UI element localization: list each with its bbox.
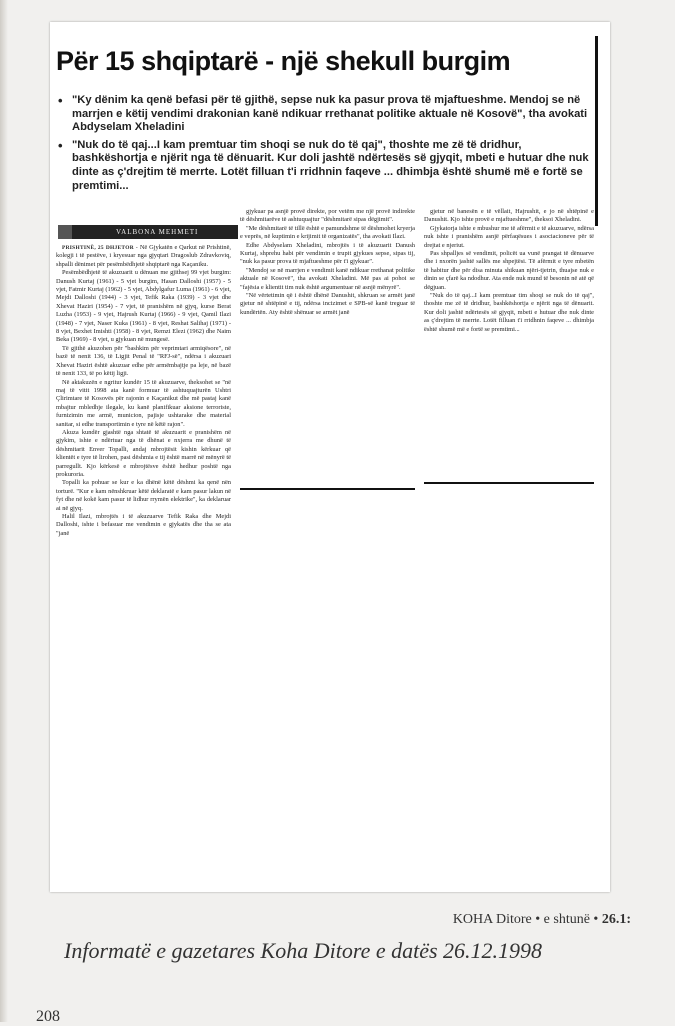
article-paragraph	[56, 345, 231, 379]
article-paragraph	[424, 225, 594, 250]
paragraph-text: gjetur në banesën e të vëllait, Hajrushit, e jo në shtëpinë e Danushit. Kjo ishte provë e mjaftueshme", theksoi Xheladini.	[424, 208, 594, 224]
masthead-day: e shtunë	[543, 912, 590, 927]
lead-bullet: • "Nuk do të qaj...I kam premtuar tim shoqi se nuk do të qaj", thoshte me zë të dridhur, bashkëshortja e njërit nga të dënuarit. Kur doli jashtë ndërtesës së gjyqit, mbeti e hutuar dhe nuk dinte as ç'drejtim të merrte. Lotët filluan t'i rridhnin faqeve ... dhimbja është shumë më e fortë se premtimi...	[58, 139, 592, 193]
masthead-date: 26.1:	[601, 912, 631, 927]
paragraph-text: Pesëmbëdhjetë të akuzuarit u dënuan me gjithsej 99 vjet burgim: Danush Kurtaj (1961) - 5 vjet burgim, Hasan Dalloshi (1957) - 5 vjet, Fatmir Kurtaj (1962) - 5 vjet, Abdylgafur Luma (1961) - 6 vjet, Mejdi Dalloshi (1944) - 3 vjet, Tefik Raka (1939) - 3 vjet dhe Xhevat Haziri (1954) - 7 vjet, të pranishëm në gjyq, kurse Berat Luzha (1953) - 9 vjet, Hajrush Kurtaj (1966) - 9 vjet, Qamil Ilazi (1948) - 7 vjet, Naser Kuka (1961) - 8 vjet, Reshat Salihaj (1971) - 8 vjet, Bexhet Imishti (1958) - 8 vjet, Remzi Elezi (1962) dhe Naim Beka (1969) - 8 vjet, u gjykuan në mungesë.	[56, 269, 231, 344]
paragraph-text: "Në vërtetimin që i është dhënë Danushit, shkruan se armët janë gjetur në shtëpinë e tij, ndërsa incizimet e SPB-së kanë treguar të kundërtën. Aty është shënuar se armët janë	[240, 292, 415, 316]
article-paragraph	[56, 513, 231, 538]
article-column-3	[424, 208, 594, 478]
paragraph-text: Të gjithë akuzohen për "bashkim për veprimtari armiqësore", në bazë të nenit 136, të Ligjit Penal të "RFJ-së", ndërsa i akuzuari Xhevat Haziri është akuzuar edhe për armëmbajtje pa leje, në bazë të nenit 133, të po këtij ligji.	[56, 344, 231, 378]
article-paragraph	[56, 269, 231, 345]
paragraph-text: "Me dëshmitarë të tillë është e pamundshme të dëshmohet kryerja e veprës, në kuptimin e krijimit të organizatës", tha avokati Ilazi.	[240, 224, 415, 241]
byline-author: VALBONA MEHMETI	[116, 228, 199, 236]
article-paragraph	[240, 267, 415, 292]
article-paragraph	[424, 292, 594, 334]
book-spine-shadow	[0, 0, 8, 1022]
paragraph-text: Pas shpalljes së vendimit, policët ua vunë prangat të dënuarve dhe i nxorën jashtë sallës me shpejtësi. Të afërmit e tyre mbetën të habitur dhe për disa minuta shikuan njëri-tjetrin, thuajse nuk e dinin se çfarë ka ndodhur. Ata ende nuk mund të besonin në atë që dëgjuan.	[424, 250, 594, 291]
byline-bar	[58, 225, 238, 239]
section-tag	[58, 225, 72, 239]
paragraph-text: Akuza kundër gjashtë nga shtatë të akuzuarit e pranishëm në gjykim, ishte e ndërtuar nga të dhënat e nxjerra me dhunë të dëshmitarit Enver Topalli, andaj mbrojtësit kishin kërkuar që klientët e tyre të lirohen, pasi dëshmia e tij është marrë në mënyrë të parregullt. Kjo kërkesë e mbrojtësve është hedhur poshtë nga prokuroria.	[56, 428, 231, 478]
page-number: 208	[36, 1008, 60, 1025]
article-column-1	[56, 244, 231, 884]
article-paragraph	[240, 242, 415, 267]
paragraph-text: Në aktakuzën e ngritur kundër 15 të akuzuarve, theksohet se "në maj të vitit 1998 ata kanë formuar të ashtuquajturën Ushtri Çlirimtare të Kosovës për rajonin e Kaçanikut dhe më pastaj kanë mbajtur mbledhje ilegale, ku kanë planifikuar aksione terroriste, furnizimin me armë, municion, pajisje ushtarake dhe material sanitar, si edhe transportimin e tyre në këtë rajon".	[56, 378, 231, 428]
paragraph-text: Në Gjykatën e Qarkut në Prishtinë, kolegji i të pestëve, i kryesuar nga gjyqtari Dragoslub Zdravkoviq, shpalli dënimet për pesëmbëdhjetë shqiptarë nga Kaçaniku.	[56, 244, 231, 268]
vertical-rule	[595, 36, 598, 226]
page-caption: Informatë e gazetares Koha Ditore e datës 26.12.1998	[64, 938, 543, 963]
article-paragraph	[56, 479, 231, 513]
column-end-rule	[424, 482, 594, 484]
dateline: PRISHTINË, 25 DHJETOR -	[62, 245, 138, 251]
paragraph-text: Halil Ilazi, mbrojtës i të akuzuarve Tefik Raka dhe Mejdi Dalloshi, ishte i befasuar me vendimin e gjykatës dhe tha se ata "janë	[56, 513, 231, 537]
article-paragraph	[240, 292, 415, 317]
newspaper-clipping	[50, 22, 610, 892]
masthead-separator: •	[593, 912, 599, 927]
lead-bullets	[58, 94, 592, 197]
article-paragraph	[56, 244, 231, 269]
paragraph-text: gjykuar pa asnjë provë direkte, por vetëm me një provë indirekte të dëshmitarëve të ashtuquajtur "dëshmitarë sipas dëgjimit".	[240, 208, 415, 224]
lead-bullet: • "Ky dënim ka qenë befasi për të gjithë, sepse nuk ka pasur prova të mjaftueshme. Mendoj se në marrjen e këtij vendimi drakonian kanë ndikuar rrethanat politike aktuale në Kosovë", tha avokati Abdyselam Xheladini	[58, 94, 592, 135]
masthead-paper: KOHA Ditore	[452, 912, 532, 927]
paragraph-text: "Nuk do të qaj...I kam premtuar tim shoqi se nuk do të qaj", thoshte me zë të dridhur, bashkëshortja e njërit nga të dënuarit. Kur doli jashtë ndërtesës së gjyqit, mbeti e hutuar dhe nuk dinte as ç'drejtim të merrte. Lotët filluan t'i rridhnin faqeve ... dhimbja është shumë më e fortë se premtimi...	[424, 292, 594, 333]
article-paragraph	[56, 379, 231, 429]
article-paragraph	[424, 250, 594, 292]
paragraph-text: "Mendoj se në marrjen e vendimit kanë ndikuar rrethanat politike aktuale në Kosovë", tha avokati Xheladini. Më pas ai pohoi se "fajësia e klientit tim nuk është argumentuar në asnjë mënyrë".	[240, 266, 415, 291]
masthead-separator: •	[535, 912, 541, 927]
column-end-rule	[240, 488, 415, 490]
paragraph-text: Topalli ka pohuar se kur e ka dhënë këtë dëshmi ka qenë nën torturë. "Kur e kam nënshkruar këtë deklaratë e kam pasur lakun në fyt dhe në kokë kam pasur të lidhur rrymën elektrike", ka deklaruar ai në gjyq.	[56, 479, 231, 512]
paragraph-text: Edhe Abdyselam Xheladini, mbrojtës i të akuzuarit Danush Kurtaj, shprehu habi për vendimin e trupit gjykues sepse, sipas tij, "nuk ka pasur prova të mjaftueshme për t'i gjykuar".	[240, 241, 415, 266]
newspaper-masthead	[453, 912, 631, 928]
article-paragraph	[56, 429, 231, 479]
headline: Për 15 shqiptarë - një shekull burgim	[56, 46, 511, 76]
article-column-2	[240, 208, 415, 484]
paragraph-text: Gjykatorja ishte e mbushur me të afërmit e të akuzuarve, ndërsa nuk ishte i pranishëm asnjë përfaqësues i asociacioneve për të drejtat e njeriut.	[424, 224, 594, 249]
article-paragraph	[424, 208, 594, 225]
article-paragraph	[240, 225, 415, 242]
article-paragraph	[240, 208, 415, 225]
